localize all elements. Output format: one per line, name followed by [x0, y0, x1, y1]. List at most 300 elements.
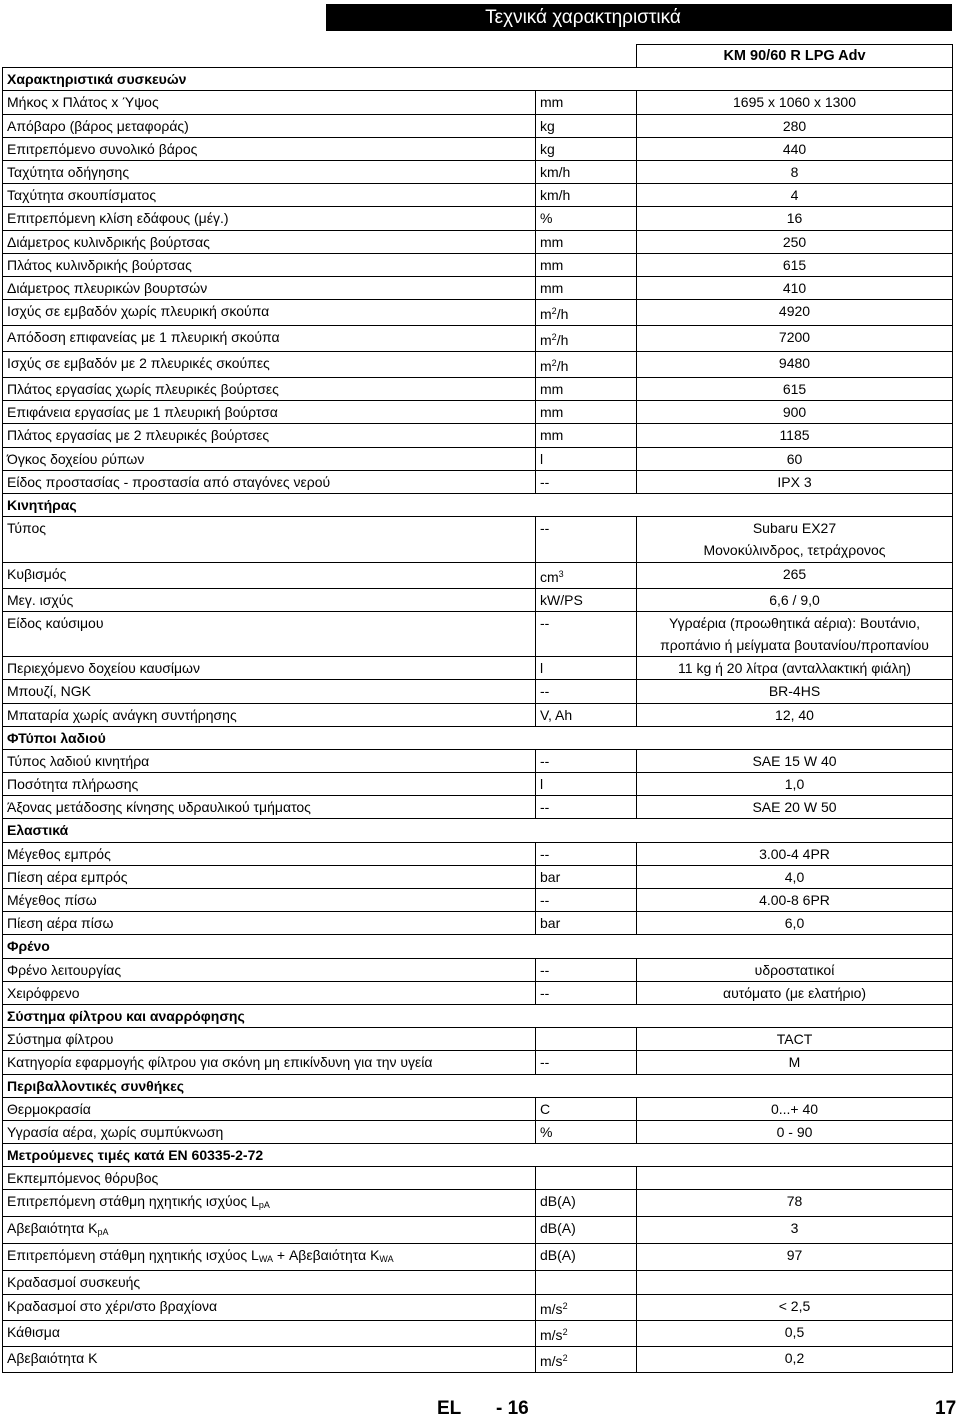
spec-label: [3, 865, 536, 888]
spec-unit-superscript: 2: [562, 1300, 568, 1311]
section-row: [3, 935, 953, 958]
spec-value: [637, 981, 953, 1004]
spec-value: [637, 912, 953, 935]
spec-row: [3, 1097, 953, 1120]
spec-label: [3, 562, 536, 588]
spec-unit: [536, 611, 637, 656]
spec-row: [3, 137, 953, 160]
spec-row: [3, 517, 953, 562]
spec-unit-text: mm: [540, 381, 564, 398]
spec-value: [637, 773, 953, 796]
spec-value-text: 440: [782, 140, 807, 157]
spec-unit-text: --: [540, 984, 550, 1001]
spec-row: [3, 865, 953, 888]
spec-label: [3, 1167, 536, 1190]
spec-unit: [536, 588, 637, 611]
spec-unit: [536, 184, 637, 207]
spec-label-text: Τύπος λαδιού κινητήρα: [7, 752, 150, 769]
spec-value: [637, 326, 953, 352]
spec-label-text: Ταχύτητα οδήγησης: [7, 163, 130, 180]
spec-value: [637, 1051, 953, 1074]
spec-label: [3, 207, 536, 230]
spec-row: [3, 1190, 953, 1217]
spec-label: [3, 588, 536, 611]
spec-label: [3, 1320, 536, 1346]
spec-value: [637, 91, 953, 114]
spec-unit-text: mm: [540, 404, 564, 421]
spec-unit: [536, 912, 637, 935]
spec-row: [3, 1051, 953, 1074]
spec-unit: [536, 1320, 637, 1346]
spec-unit-text: m: [540, 332, 552, 349]
spec-value-text: Subaru EX27: [752, 520, 837, 537]
spec-row: [3, 981, 953, 1004]
spec-label-text: Μεγ. ισχύς: [7, 591, 74, 608]
spec-unit: [536, 1244, 637, 1271]
spec-label-text: Κραδασμοί συσκευής: [7, 1274, 141, 1291]
spec-label-text: Περιεχόμενο δοχείου καυσίμων: [7, 660, 200, 677]
spec-unit: [536, 447, 637, 470]
spec-label: [3, 703, 536, 726]
spec-label-text: Ισχύς σε εμβαδόν με 2 πλευρικές σκούπες: [7, 355, 270, 372]
section-title: Ελαστικά: [3, 819, 953, 842]
spec-value-text: 4920: [778, 303, 811, 320]
spec-unit: [536, 230, 637, 253]
section-row: [3, 494, 953, 517]
spec-unit-text-rest: /h: [556, 358, 569, 375]
spec-unit-text: --: [540, 473, 550, 490]
spec-value-text: 11 kg ή 20 λίτρα (ανταλλακτική φιάλη): [678, 660, 911, 677]
spec-value-text: υδροστατικοί: [754, 961, 835, 978]
spec-unit-text: km/h: [540, 187, 571, 204]
spec-label: [3, 184, 536, 207]
spec-value-text: 8: [790, 163, 799, 180]
spec-unit-text: mm: [540, 279, 564, 296]
spec-label-text: Είδος καύσιμου: [7, 614, 104, 631]
spec-row: [3, 958, 953, 981]
spec-row: [3, 1167, 953, 1190]
spec-unit: [536, 657, 637, 680]
spec-value: [637, 958, 953, 981]
footer-language: EL: [437, 1398, 462, 1419]
spec-label: [3, 114, 536, 137]
spec-unit: [536, 326, 637, 352]
footer-section-number: - 16: [496, 1398, 529, 1419]
spec-value-text: 7200: [778, 329, 811, 346]
spec-unit-superscript: 2: [551, 306, 557, 317]
spec-row: [3, 160, 953, 183]
spec-unit: [536, 160, 637, 183]
spec-value: [637, 1217, 953, 1244]
spec-row: [3, 424, 953, 447]
spec-unit-text: bar: [540, 868, 561, 885]
spec-label: [3, 1097, 536, 1120]
section-title: Φρένο: [3, 935, 953, 958]
section-row: [3, 68, 953, 91]
spec-row: [3, 657, 953, 680]
spec-row: [3, 749, 953, 772]
section-row: [3, 1144, 953, 1167]
spec-value-text: 615: [782, 381, 807, 398]
spec-label: [3, 160, 536, 183]
spec-unit-text: --: [540, 892, 550, 909]
spec-unit: [536, 842, 637, 865]
spec-unit: [536, 470, 637, 493]
spec-value-text: 410: [782, 279, 807, 296]
spec-label-text: Διάμετρος πλευρικών βουρτσών: [7, 279, 208, 296]
spec-row: [3, 796, 953, 819]
spec-value-text: 0...+ 40: [770, 1100, 819, 1117]
spec-row: [3, 230, 953, 253]
spec-unit-text: dB(A): [540, 1193, 576, 1210]
spec-unit-text: bar: [540, 915, 561, 932]
spec-unit: [536, 1346, 637, 1372]
spec-label-text: Πλάτος κυλινδρικής βούρτσας: [7, 256, 192, 273]
spec-row: [3, 253, 953, 276]
spec-value-text: 12, 40: [775, 706, 814, 723]
spec-value-text: αυτόματο (με ελατήριο): [722, 984, 867, 1001]
spec-label: [3, 424, 536, 447]
spec-value: [637, 230, 953, 253]
spec-value: [637, 1167, 953, 1190]
spec-label-text: Μήκος x Πλάτος x Ύψος: [7, 94, 159, 111]
spec-value-text: 1695 x 1060 x 1300: [733, 94, 856, 111]
spec-unit: [536, 680, 637, 703]
spec-unit-text: dB(A): [540, 1220, 576, 1237]
spec-value-text: 0,2: [784, 1349, 805, 1366]
spec-unit: [536, 889, 637, 912]
spec-label: [3, 517, 536, 562]
spec-label-text: Κυβισμός: [7, 565, 67, 582]
spec-unit: [536, 352, 637, 378]
spec-value-text: 250: [782, 233, 807, 250]
spec-value: [637, 424, 953, 447]
spec-label-text: Είδος προστασίας - προστασία από σταγόνες νερού: [7, 473, 331, 490]
spec-label: [3, 1051, 536, 1074]
spec-value: [637, 657, 953, 680]
section-title: Κινητήρας: [3, 494, 953, 517]
spec-unit-text: l: [540, 450, 544, 467]
spec-value: [637, 588, 953, 611]
spec-unit: [536, 517, 637, 562]
spec-label-text: Αβεβαιότητα K: [7, 1349, 98, 1366]
spec-label-text: Ισχύς σε εμβαδόν χωρίς πλευρική σκούπα: [7, 303, 270, 320]
spec-value: [637, 401, 953, 424]
spec-row: [3, 1271, 953, 1294]
spec-row: [3, 91, 953, 114]
spec-unit-text: --: [540, 614, 550, 631]
spec-label: [3, 1346, 536, 1372]
spec-value: [637, 207, 953, 230]
section-title: Σύστημα φίλτρου και αναρρόφησης: [3, 1004, 953, 1027]
spec-unit-text: mm: [540, 427, 564, 444]
spec-row: [3, 447, 953, 470]
spec-value-text: 60: [786, 450, 803, 467]
spec-row: [3, 207, 953, 230]
spec-unit: [536, 424, 637, 447]
spec-row: [3, 1120, 953, 1143]
spec-value: [637, 517, 953, 562]
spec-row: [3, 889, 953, 912]
model-name: KM 90/60 R LPG Adv: [637, 45, 953, 68]
spec-label: [3, 352, 536, 378]
spec-label-subscript: pA: [258, 1200, 270, 1211]
spec-row: [3, 114, 953, 137]
spec-value-text-line2: Μονοκύλινδρος, τετράχρονος: [703, 542, 886, 559]
spec-unit-text: km/h: [540, 163, 571, 180]
spec-value-text: 78: [786, 1193, 803, 1210]
spec-row: [3, 276, 953, 299]
spec-label: [3, 1271, 536, 1294]
spec-unit: [536, 114, 637, 137]
spec-label-text: Κάθισμα: [7, 1323, 60, 1340]
spec-value-text: 1185: [779, 427, 810, 444]
spec-unit: [536, 749, 637, 772]
spec-label: [3, 253, 536, 276]
spec-row: [3, 1294, 953, 1320]
spec-label-text: Αβεβαιότητα K: [7, 1220, 98, 1237]
section-row: [3, 1004, 953, 1027]
spec-unit: [536, 300, 637, 326]
spec-row: [3, 1028, 953, 1051]
spec-unit-text: --: [540, 845, 550, 862]
spec-unit: [536, 1120, 637, 1143]
spec-unit-superscript: 3: [558, 568, 564, 579]
spec-label: [3, 611, 536, 656]
spec-value: [637, 160, 953, 183]
spec-unit-text: --: [540, 961, 550, 978]
spec-value: [637, 1028, 953, 1051]
spec-label: [3, 1217, 536, 1244]
spec-value-text: TACT: [776, 1031, 813, 1048]
spec-unit-text: dB(A): [540, 1247, 576, 1264]
spec-value: [637, 470, 953, 493]
spec-unit-text-rest: /h: [556, 332, 569, 349]
spec-row: [3, 562, 953, 588]
spec-value-text: 4,0: [784, 868, 805, 885]
spec-value: [637, 749, 953, 772]
spec-label: [3, 657, 536, 680]
spec-unit: [536, 276, 637, 299]
spec-unit: [536, 981, 637, 1004]
spec-unit: [536, 958, 637, 981]
spec-value-text: 3: [790, 1220, 799, 1237]
spec-value-text: M: [788, 1054, 801, 1071]
spec-unit-superscript: 2: [551, 358, 557, 369]
spec-row: [3, 1346, 953, 1372]
spec-unit: [536, 137, 637, 160]
spec-value: [637, 114, 953, 137]
spec-label-text: Επιτρεπόμενη στάθμη ηχητικής ισχύος L: [7, 1247, 259, 1264]
spec-value-text: SAE 15 W 40: [752, 752, 837, 769]
spec-row: [3, 326, 953, 352]
spec-unit: [536, 703, 637, 726]
spec-value: [637, 137, 953, 160]
spec-unit: [536, 91, 637, 114]
spec-unit-text: --: [540, 683, 550, 700]
spec-row: [3, 703, 953, 726]
spec-label: [3, 447, 536, 470]
spec-label-text: Υγρασία αέρα, χωρίς συμπύκνωση: [7, 1123, 224, 1140]
spec-label-subscript: WA: [258, 1254, 273, 1265]
spec-label: [3, 749, 536, 772]
spec-unit: [536, 1294, 637, 1320]
spec-row: [3, 1244, 953, 1271]
section-title: ΦΤύποι λαδιού: [3, 726, 953, 749]
spec-label: [3, 1120, 536, 1143]
spec-label-text: Όγκος δοχείου ρύπων: [7, 450, 145, 467]
spec-label: [3, 773, 536, 796]
spec-value-text: 16: [786, 210, 803, 227]
spec-unit-text: --: [540, 520, 550, 537]
spec-label-text: Μπαταρία χωρίς ανάγκη συντήρησης: [7, 706, 237, 723]
spec-row: [3, 588, 953, 611]
spec-value: [637, 1244, 953, 1271]
spec-label-text: Εκπεμπόμενος θόρυβος: [7, 1170, 159, 1187]
footer-page-number: 17: [935, 1398, 957, 1419]
spec-value: [637, 680, 953, 703]
spec-value-text: Υγραέρια (προωθητικά αέρια): Βουτάνιο,: [669, 614, 920, 631]
spec-unit-text: m/s: [540, 1326, 563, 1343]
spec-unit: [536, 1051, 637, 1074]
spec-value: [637, 300, 953, 326]
spec-label-text: Μέγεθος εμπρός: [7, 845, 111, 862]
spec-value: [637, 253, 953, 276]
spec-label: [3, 680, 536, 703]
spec-label-text: Επιτρεπόμενη κλίση εδάφους (μέγ.): [7, 210, 229, 227]
spec-unit-text: m/s: [540, 1300, 563, 1317]
spec-row: [3, 912, 953, 935]
spec-label: [3, 889, 536, 912]
spec-value: [637, 703, 953, 726]
spec-row: [3, 184, 953, 207]
spec-label-text: Θερμοκρασία: [7, 1100, 91, 1117]
spec-unit: [536, 253, 637, 276]
spec-unit: [536, 1097, 637, 1120]
spec-value-text: 280: [782, 117, 807, 134]
spec-unit-text: l: [540, 660, 544, 677]
spec-unit-text: m: [540, 358, 552, 375]
spec-label-text: Απόδοση επιφανείας με 1 πλευρική σκούπα: [7, 329, 280, 346]
spec-label-subscript: pA: [97, 1227, 109, 1238]
spec-value: [637, 1190, 953, 1217]
spec-label: [3, 300, 536, 326]
spec-value-text: 265: [782, 565, 807, 582]
spec-value: [637, 352, 953, 378]
spec-label: [3, 137, 536, 160]
page-title: Τεχνικά χαρακτηριστικά: [485, 7, 681, 28]
spec-unit-text: V, Ah: [540, 706, 573, 723]
spec-row: [3, 470, 953, 493]
spec-value-text: 900: [782, 404, 807, 421]
section-title: Χαρακτηριστικά συσκευών: [3, 68, 953, 91]
spec-label-subscript: WA: [379, 1254, 394, 1265]
spec-label: [3, 276, 536, 299]
spec-row: [3, 842, 953, 865]
spec-unit-text: cm: [540, 568, 559, 585]
spec-row: [3, 300, 953, 326]
spec-value: [637, 1346, 953, 1372]
spec-label-text: Μέγεθος πίσω: [7, 892, 97, 909]
spec-value: [637, 184, 953, 207]
spec-label-text: Άξονας μετάδοσης κίνησης υδραυλικού τμήματος: [7, 799, 311, 816]
spec-value: [637, 865, 953, 888]
spec-label: [3, 796, 536, 819]
spec-unit-text: --: [540, 752, 550, 769]
spec-label-text: Ταχύτητα σκουπίσματος: [7, 187, 157, 204]
spec-unit-superscript: 2: [551, 332, 557, 343]
spec-unit-text: C: [540, 1100, 551, 1117]
spec-value: [637, 611, 953, 656]
spec-value-text-line2: προπάνιο ή μείγματα βουτανίου/προπανίου: [660, 636, 929, 653]
spec-row: [3, 680, 953, 703]
spec-label-text: Διάμετρος κυλινδρικής βούρτσας: [7, 233, 210, 250]
spec-value-text: 6,6 / 9,0: [769, 591, 820, 608]
spec-row: [3, 773, 953, 796]
spec-label-text: Επιτρεπόμενη στάθμη ηχητικής ισχύος L: [7, 1193, 259, 1210]
spec-label-text: Πίεση αέρα εμπρός: [7, 868, 128, 885]
spec-label: [3, 1244, 536, 1271]
spec-row: [3, 611, 953, 656]
spec-value-text: 615: [782, 256, 807, 273]
spec-value: [637, 562, 953, 588]
spec-unit-superscript: 2: [562, 1352, 568, 1363]
spec-label: [3, 91, 536, 114]
spec-label-text: Φρένο λειτουργίας: [7, 961, 122, 978]
spec-label: [3, 1294, 536, 1320]
spec-value-text: 6,0: [784, 915, 805, 932]
spec-unit-text: mm: [540, 256, 564, 273]
spec-label-text: Πλάτος εργασίας με 2 πλευρικές βούρτσες: [7, 427, 270, 444]
spec-label: [3, 1028, 536, 1051]
spec-unit: [536, 1028, 637, 1051]
spec-label-text: Πίεση αέρα πίσω: [7, 915, 114, 932]
spec-row: [3, 352, 953, 378]
spec-label-text: Απόβαρο (βάρος μεταφοράς): [7, 117, 189, 134]
spec-label: [3, 230, 536, 253]
section-row: [3, 819, 953, 842]
spec-value-text: BR-4HS: [768, 683, 821, 700]
spec-value: [637, 276, 953, 299]
spec-label-text: Τύπος: [7, 520, 46, 537]
spec-unit-text: mm: [540, 94, 564, 111]
spec-unit-text: %: [540, 1123, 553, 1140]
spec-value: [637, 1294, 953, 1320]
spec-row: [3, 378, 953, 401]
spec-unit: [536, 865, 637, 888]
spec-label-text: Κατηγορία εφαρμογής φίλτρου για σκόνη μη επικίνδυνη για την υγεία: [7, 1054, 433, 1071]
spec-value-text: 3.00-4 4PR: [759, 845, 830, 862]
spec-row: [3, 401, 953, 424]
spec-unit-text: mm: [540, 233, 564, 250]
spec-label: [3, 401, 536, 424]
spec-value: [637, 447, 953, 470]
spec-unit-text: %: [540, 210, 553, 227]
section-row: [3, 1074, 953, 1097]
spec-unit: [536, 796, 637, 819]
spec-label-text: Ποσότητα πλήρωσης: [7, 776, 139, 793]
spec-value-text: 1,0: [784, 776, 805, 793]
spec-label: [3, 1190, 536, 1217]
spec-unit: [536, 1167, 637, 1190]
spec-unit: [536, 1217, 637, 1244]
model-header-row: [3, 45, 953, 68]
spec-label: [3, 912, 536, 935]
section-title: Μετρούμενες τιμές κατά EN 60335-2-72: [3, 1144, 953, 1167]
spec-unit: [536, 773, 637, 796]
spec-unit: [536, 1271, 637, 1294]
spec-unit: [536, 207, 637, 230]
